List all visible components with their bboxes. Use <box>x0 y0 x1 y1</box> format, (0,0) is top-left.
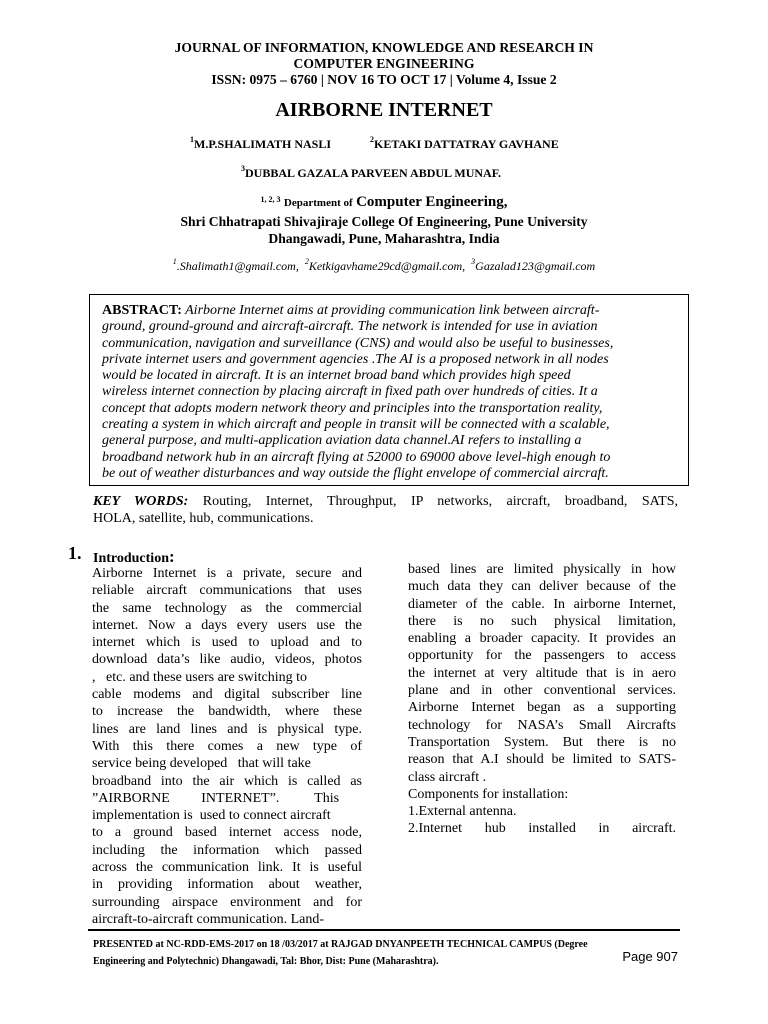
journal-name-line1: JOURNAL OF INFORMATION, KNOWLEDGE AND RESEARCH IN <box>174 40 594 55</box>
text-line: reliable aircraft communications that uses <box>92 583 362 599</box>
abstract-line: ground, ground-ground and aircraft-aircraft. The network is intended for use in aviation <box>102 319 598 335</box>
author-3: $^3$DUBBAL GAZALA PARVEEN ABDUL MUNAF. <box>241 164 501 180</box>
text-line: With this there comes a new type of <box>92 738 362 754</box>
location-line: Dhangawadi, Pune, Maharashtra, India <box>268 231 500 246</box>
text-line: download data’s like audio, videos, photos <box>92 652 362 668</box>
text-line: to a ground based internet access node, <box>92 825 362 841</box>
abstract-line: creating a system in which aircraft and people in transit will be connected with a scalable, <box>102 417 610 433</box>
keywords <box>93 494 678 527</box>
footer <box>93 936 683 970</box>
keywords-line1: KEY WORDS: Routing, Internet, Throughput, IP networks, aircraft, broadband, SATS, <box>93 494 678 509</box>
text-line: reason that A.I should be limited to SATS- <box>408 752 676 768</box>
affiliation <box>0 193 768 248</box>
text-line: service being developed that will take <box>92 756 311 772</box>
department-line: $^{1, 2, 3}$ Department of Computer Engineering, <box>260 194 508 210</box>
journal-name-line2: COMPUTER ENGINEERING <box>293 56 475 71</box>
section-number: 1. <box>68 543 82 563</box>
text-line: surrounding airspace environment and for <box>92 894 362 910</box>
text-line: lines are land lines and is physical type. <box>92 721 362 737</box>
abstract-line: would be located in aircraft. It is an internet broad band which provides high speed <box>102 368 571 384</box>
text-line: the internet at very altitude that is in aero <box>408 665 676 681</box>
text-line: in providing information about weather, <box>92 877 362 893</box>
text-line: based lines are limited physically in how <box>408 562 676 577</box>
text-line: Components for installation: <box>408 786 569 802</box>
abstract-line: wireless internet connection by placing aircraft in fixed path over hundreds of cities. It a <box>102 384 598 400</box>
text-line: Airborne Internet began as a supporting <box>408 700 676 716</box>
footer-line2: Engineering and Polytechnic) Dhangawadi, Tal: Bhor, Dist: Pune (Maharashtra). <box>93 956 439 967</box>
text-line: 2.Internet hub installed in aircraft. <box>408 821 676 837</box>
text-line: the same technology as the commercial <box>92 600 362 616</box>
text-line: Airborne Internet is a private, secure and <box>92 566 362 581</box>
abstract-line: private internet users and government agencies .The AI is a proposed network in all nodes <box>102 351 609 367</box>
text-line: internet which is used to upload and to <box>92 635 362 651</box>
text-line: opportunity for the passengers to access <box>408 648 676 664</box>
text-line: there is no such physical limitation, <box>408 613 676 629</box>
author-2: $^2$KETAKI DATTATRAY GAVHANE <box>370 135 559 151</box>
text-line: cable modems and digital subscriber line <box>92 687 362 703</box>
journal-header <box>0 40 768 88</box>
text-line: , etc. and these users are switching to <box>92 669 307 685</box>
email-1: $^1$.Shalimath1@gmail.com, <box>172 257 299 273</box>
text-line: plane and in other conventional services. <box>408 683 676 699</box>
keywords-label: KEY WORDS: <box>93 494 189 509</box>
section-title: Introduction: <box>93 547 175 566</box>
text-line: including the information which passed <box>92 842 362 858</box>
text-line: internet. Now a days every users use the <box>92 617 362 633</box>
text-line: broadband into the air which is called as <box>92 773 362 789</box>
abstract-line: broadband network hub in an aircraft flying at 52000 to 69000 above level-high enough to <box>102 449 611 465</box>
email-list <box>0 259 768 274</box>
abstract-box <box>89 294 689 486</box>
text-line: much data they can deliver because of the <box>408 579 676 595</box>
abstract-line: communication, navigation and surveillance (CNS) and would also be useful to businesses, <box>102 335 614 351</box>
author-1: $^1$M.P.SHALIMATH NASLI <box>190 135 332 151</box>
text-line: technology for NASA’s Small Aircrafts <box>408 717 676 733</box>
text-line: across the communication link. It is useful <box>92 860 362 876</box>
text-line: to increase the bandwidth, where these <box>92 704 362 720</box>
footer-divider <box>88 929 680 931</box>
abstract-line: concept that adopts modern network theory and principles into the transportation reality, <box>102 400 603 416</box>
right-column <box>408 561 676 838</box>
text-line: enabling a broader capacity. It provides an <box>408 631 676 647</box>
author-list <box>0 135 768 180</box>
text-line: class aircraft . <box>408 769 487 785</box>
text-line: aircraft-to-aircraft communication. Land- <box>92 911 325 927</box>
abstract-line: general purpose, and multi-application aviation data channel.AI refers to installing a <box>102 433 582 449</box>
keywords-line2: HOLA, satellite, hub, communications. <box>93 510 314 526</box>
page-number: Page 907 <box>622 949 678 964</box>
email-3: $^3$Gazalad123@gmail.com <box>471 257 596 273</box>
text-line: ”AIRBORNE INTERNET”. This <box>92 790 340 806</box>
abstract-line: be out of weather disturbances and way outside the flight envelope of commercial aircraft. <box>102 465 609 481</box>
text-line: diameter of the cable. In airborne Internet, <box>408 596 676 612</box>
text-line: Transportation System. But there is no <box>408 734 676 750</box>
abstract-line: ABSTRACT: Airborne Internet aims at providing communication link between aircraft- <box>102 303 600 318</box>
paper-title: AIRBORNE INTERNET <box>275 99 493 121</box>
text-line: implementation is used to connect aircraft <box>92 808 331 824</box>
email-2: $^2$Ketkigavhame29cd@gmail.com, <box>304 257 466 273</box>
left-column <box>92 565 362 928</box>
journal-issn-line: ISSN: 0975 – 6760 | NOV 16 TO OCT 17 | Volume 4, Issue 2 <box>211 72 557 87</box>
college-line: Shri Chhatrapati Shivajiraje College Of Engineering, Pune University <box>180 213 588 229</box>
footer-line1: PRESENTED at NC-RDD-EMS-2017 on 18 /03/2017 at RAJGAD DNYANPEETH TECHNICAL CAMPUS (Degree <box>93 939 588 950</box>
abstract-label: ABSTRACT: <box>102 303 182 318</box>
text-line: 1.External antenna. <box>408 804 517 820</box>
